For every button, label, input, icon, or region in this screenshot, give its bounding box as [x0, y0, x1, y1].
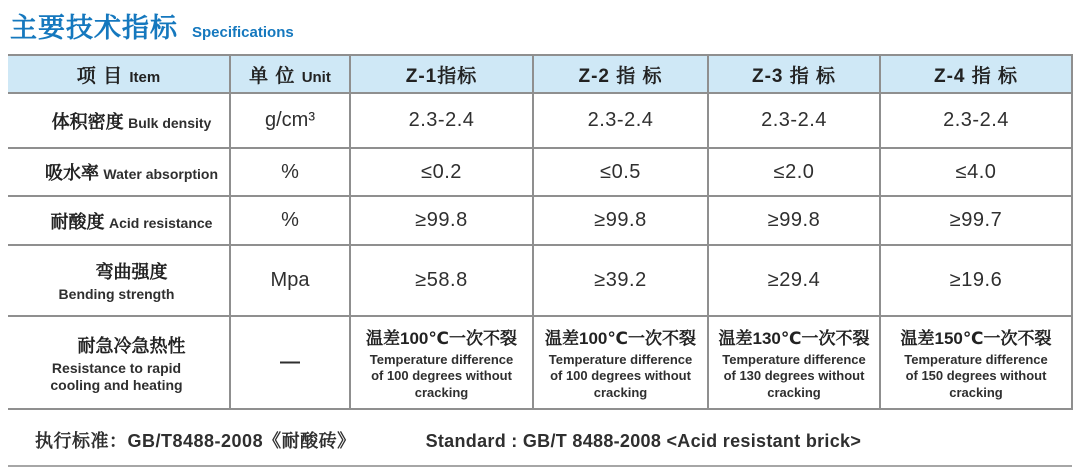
z2-value: 2.3-2.4	[533, 93, 708, 148]
thermal-value-en: Temperature difference of 100 degrees without cracking	[548, 352, 693, 400]
bottom-divider	[8, 465, 1072, 467]
header-item-cn: 项 目	[76, 65, 124, 87]
header-item	[8, 55, 230, 93]
z1-value: 2.3-2.4	[350, 93, 533, 148]
item-label-cn: 耐酸度	[50, 211, 105, 232]
z3-value: ≥29.4	[708, 245, 880, 316]
item-label-en: Bending strength	[58, 286, 175, 303]
header-unit-en: Unit	[301, 68, 331, 86]
z1-value: ≥99.8	[350, 196, 533, 245]
unit-value: —	[230, 316, 350, 409]
thermal-value-en: Temperature difference of 150 degrees without cracking	[904, 352, 1048, 400]
table-row	[8, 148, 1072, 196]
header-z3: Z-3 指 标	[708, 55, 880, 93]
z3-value: ≤2.0	[708, 148, 880, 196]
row-thermal-shock-item	[8, 316, 230, 409]
row-water-absorption-item	[8, 148, 230, 196]
header-item-en: Item	[129, 68, 161, 86]
item-label-cn: 弯曲强度	[95, 262, 168, 283]
item-label-en: Acid resistance	[108, 214, 213, 231]
header-unit-cn: 单 位	[249, 65, 296, 87]
row-acid-resistance-item	[8, 196, 230, 245]
z4-value: ≥19.6	[880, 245, 1072, 316]
unit-value: %	[230, 148, 350, 196]
thermal-value-cn: 温差130℃一次不裂	[718, 329, 870, 349]
table-row	[8, 316, 1072, 409]
item-label-cn: 吸水率	[44, 163, 99, 183]
table-row	[8, 196, 1072, 245]
header-z4: Z-4 指 标	[880, 55, 1072, 93]
page-title-chinese: 主要技术指标	[10, 13, 178, 43]
row-bulk-density-item	[8, 93, 230, 148]
z1-value	[350, 316, 533, 409]
header-z1: Z-1指标	[350, 55, 533, 93]
header-z2: Z-2 指 标	[533, 55, 708, 93]
item-label-cn: 体积密度	[51, 111, 124, 132]
thermal-value-cn: 温差100℃一次不裂	[366, 329, 517, 349]
page-title	[8, 6, 1072, 45]
table-row	[8, 245, 1072, 316]
z3-value	[708, 316, 880, 409]
z1-value: ≥58.8	[350, 245, 533, 316]
table-row	[8, 93, 1072, 148]
standard-text-en: Standard : GB/T 8488-2008 <Acid resistant brick>	[425, 431, 862, 451]
item-label-en: Bulk density	[128, 114, 212, 131]
specifications-table	[8, 54, 1073, 410]
z3-value: 2.3-2.4	[708, 93, 880, 148]
item-label-en: Resistance to rapid cooling and heating	[50, 359, 183, 393]
row-bending-strength-item	[8, 245, 230, 316]
z2-value: ≤0.5	[533, 148, 708, 196]
item-label-en: Water absorption	[103, 166, 219, 182]
unit-value: %	[230, 196, 350, 245]
z4-value	[880, 316, 1072, 409]
z2-value: ≥39.2	[533, 245, 708, 316]
thermal-value-en: Temperature difference of 130 degrees without cracking	[722, 352, 866, 400]
z1-value: ≤0.2	[350, 148, 533, 196]
unit-value: g/cm³	[230, 93, 350, 148]
z2-value: ≥99.8	[533, 196, 708, 245]
z2-value	[533, 316, 708, 409]
z4-value: 2.3-2.4	[880, 93, 1072, 148]
thermal-value-cn: 温差100℃一次不裂	[545, 329, 696, 349]
z3-value: ≥99.8	[708, 196, 880, 245]
unit-value: Mpa	[230, 245, 350, 316]
z4-value: ≥99.7	[880, 196, 1072, 245]
header-row	[8, 55, 1072, 93]
page-title-english: Specifications	[192, 24, 294, 41]
thermal-value-cn: 温差150℃一次不裂	[900, 329, 1052, 349]
item-label-cn: 耐急冷急热性	[77, 335, 186, 356]
standard-text-cn: 执行标准：GB/T8488-2008《耐酸砖》	[35, 431, 356, 451]
header-unit	[230, 55, 350, 93]
table-header	[8, 55, 1072, 93]
z4-value: ≤4.0	[880, 148, 1072, 196]
thermal-value-en: Temperature difference of 100 degrees without cracking	[369, 352, 514, 400]
standard-footer	[8, 427, 1072, 453]
